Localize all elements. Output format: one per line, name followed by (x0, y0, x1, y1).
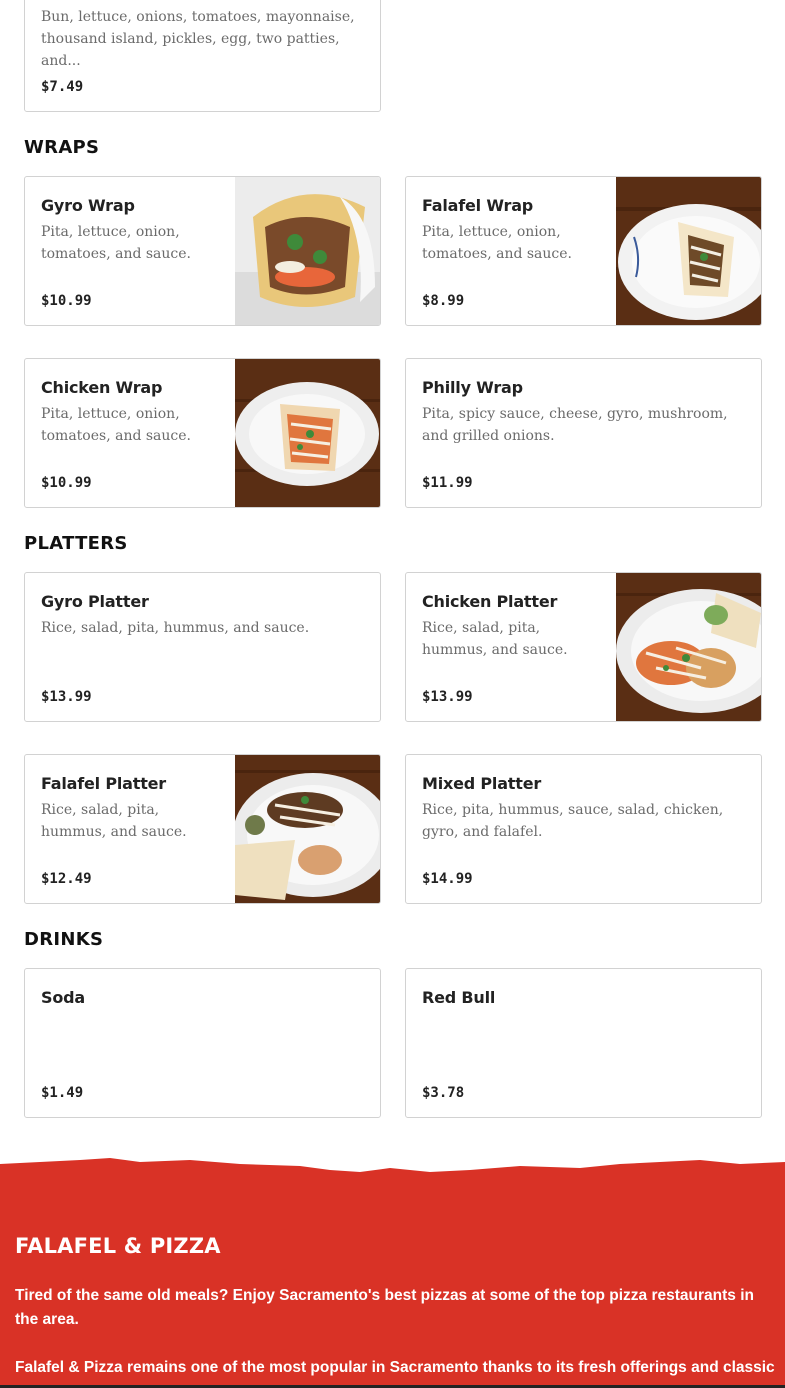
falafel-wrap-photo (616, 177, 761, 325)
item-name: Red Bull (422, 988, 496, 1007)
menu-item-soda[interactable] (24, 968, 381, 1118)
item-price: $10.99 (41, 293, 92, 309)
menu-item-falafel-wrap[interactable] (405, 176, 762, 326)
item-description: Pita, lettuce, onion, tomatoes, and sauce. (41, 406, 192, 444)
footer-paragraph: Tired of the same old meals? Enjoy Sacramento's best pizzas at some of the top pizza restaurants in the area. (15, 1287, 754, 1328)
item-name: Soda (41, 988, 85, 1007)
item-price: $13.99 (422, 689, 473, 705)
item-price: $10.99 (41, 475, 92, 491)
section-title-platters: PLATTERS (24, 533, 128, 554)
gyro-wrap-photo (235, 177, 380, 325)
item-description: Pita, lettuce, onion, tomatoes, and sauce. (422, 224, 573, 262)
menu-item-mixed-platter[interactable] (405, 754, 762, 904)
footer-title: FALAFEL & PIZZA (15, 1234, 221, 1258)
item-price: $7.49 (41, 79, 84, 95)
falafel-platter-photo (235, 755, 380, 903)
section-title-drinks: DRINKS (24, 929, 104, 950)
item-name: Philly Wrap (422, 378, 523, 397)
item-price: $11.99 (422, 475, 473, 491)
item-name: Mixed Platter (422, 774, 542, 793)
item-name: Falafel Wrap (422, 196, 534, 215)
item-description: Bun, lettuce, onions, tomatoes, mayonnaise, thousand island, pickles, egg, two patties, and... (41, 9, 355, 69)
menu-item-falafel-platter[interactable] (24, 754, 381, 904)
footer-paragraph: Falafel & Pizza remains one of the most popular in Sacramento thanks to its fresh offerings and classic (15, 1359, 775, 1376)
section-title-wraps: WRAPS (24, 137, 100, 158)
item-name: Gyro Wrap (41, 196, 135, 215)
item-description: Rice, salad, pita, hummus, and sauce. (422, 620, 568, 658)
item-name: Gyro Platter (41, 592, 149, 611)
item-description: Pita, spicy sauce, cheese, gyro, mushroom, and grilled onions. (422, 406, 728, 444)
menu-item-philly-wrap[interactable] (405, 358, 762, 508)
menu-item-red-bull[interactable] (405, 968, 762, 1118)
item-price: $14.99 (422, 871, 473, 887)
item-price: $13.99 (41, 689, 92, 705)
item-price: $12.49 (41, 871, 92, 887)
item-description: Pita, lettuce, onion, tomatoes, and sauce. (41, 224, 192, 262)
menu-item-chicken-wrap[interactable] (24, 358, 381, 508)
item-price: $3.78 (422, 1085, 465, 1101)
item-name: Chicken Wrap (41, 378, 163, 397)
item-description: Rice, salad, pita, hummus, and sauce. (41, 802, 187, 840)
item-name: Chicken Platter (422, 592, 558, 611)
menu-item-card[interactable] (24, 0, 381, 112)
menu-item-gyro-wrap[interactable] (24, 176, 381, 326)
menu-item-gyro-platter[interactable] (24, 572, 381, 722)
item-description: Rice, salad, pita, hummus, and sauce. (41, 620, 310, 636)
item-price: $8.99 (422, 293, 465, 309)
item-name: Falafel Platter (41, 774, 166, 793)
item-description: Rice, pita, hummus, sauce, salad, chicken, gyro, and falafel. (422, 802, 724, 840)
menu-item-chicken-platter[interactable] (405, 572, 762, 722)
chicken-platter-photo (616, 573, 761, 721)
item-price: $1.49 (41, 1085, 84, 1101)
site-footer (0, 1150, 785, 1388)
chicken-wrap-photo (235, 359, 380, 507)
